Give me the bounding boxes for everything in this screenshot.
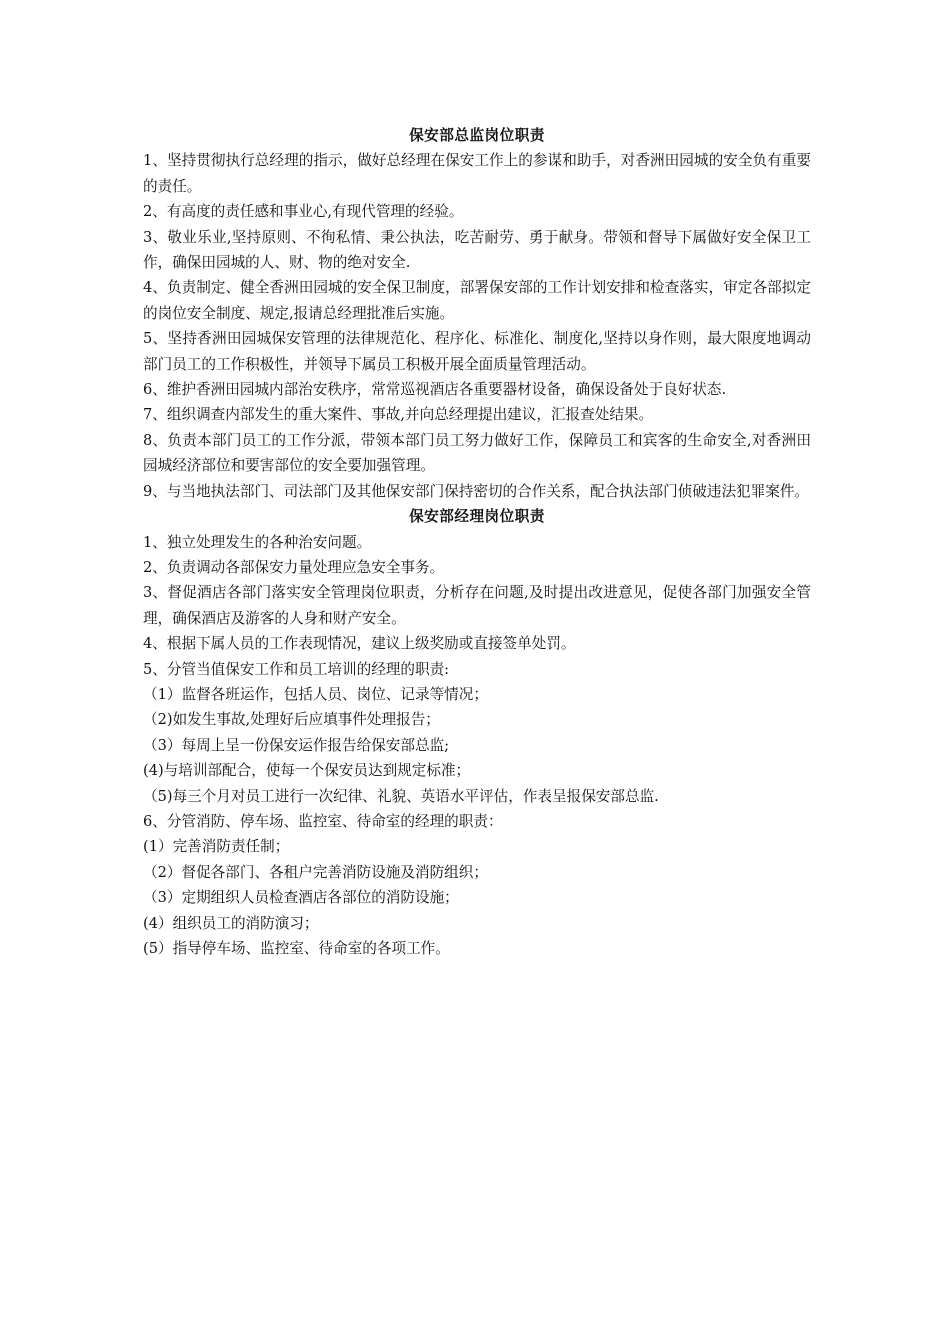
document-page <box>143 123 811 961</box>
list-item: 2、负责调动各部保安力量处理应急安全事务。 <box>143 558 445 576</box>
list-item: 2、有高度的责任感和事业心,有现代管理的经验。 <box>143 203 464 221</box>
list-item: （1）监督各班运作，包括人员、岗位、记录等情况； <box>143 685 488 703</box>
list-item: 6、维护香洲田园城内部治安秩序，常常巡视酒店各重要器材设备，确保设备处于良好状态. <box>143 381 727 399</box>
list-item: （3）定期组织人员检查酒店各部位的消防设施； <box>143 889 459 907</box>
list-item: 3、敬业乐业,坚持原则、不徇私情、秉公执法，吃苦耐劳、勇于献身。带领和督导下属做好安全保卫工作，确保田园城的人、财、物的绝对安全. <box>143 228 811 272</box>
list-item: 4、负责制定、健全香洲田园城的安全保卫制度，部署保安部的工作计划安排和检查落实，审定各部拟定的岗位安全制度、规定,报请总经理批准后实施。 <box>143 279 811 322</box>
list-item: 3、督促酒店各部门落实安全管理岗位职责，分析存在问题,及时提出改进意见，促使各部门加强安全管理，确保酒店及游客的人身和财产安全。 <box>143 584 811 627</box>
section-manager-duties <box>143 504 811 961</box>
list-item: (4)与培训部配合，使每一个保安员达到规定标准； <box>143 762 471 780</box>
list-item: 4、根据下属人员的工作表现情况，建议上级奖励或直接签单处罚。 <box>143 635 576 653</box>
list-item: 8、负责本部门员工的工作分派，带领本部门员工努力做好工作，保障员工和宾客的生命安全,对香洲田园城经济部位和要害部位的安全要加强管理。 <box>143 431 811 475</box>
section-title: 保安部经理岗位职责 <box>409 508 545 526</box>
list-item: （5)每三个月对员工进行一次纪律、礼貌、英语水平评估，作表呈报保安部总监. <box>143 787 659 805</box>
list-item: 7、组织调查内部发生的重大案件、事故,并向总经理提出建议，汇报查处结果。 <box>143 406 654 424</box>
list-item: （2)如发生事故,处理好后应填事件处理报告； <box>143 711 440 729</box>
list-item: 5、分管当值保安工作和员工培训的经理的职责: <box>143 660 450 678</box>
section-director-duties <box>143 123 811 504</box>
list-item: (1）完善消防责任制； <box>143 838 290 856</box>
list-item: （3）每周上呈一份保安运作报告给保安部总监; <box>143 736 450 754</box>
list-item: (4）组织员工的消防演习； <box>143 914 319 932</box>
list-item: 9、与当地执法部门、司法部门及其他保安部门保持密切的合作关系，配合执法部门侦破违法犯罪案件。 <box>143 482 810 500</box>
list-item: 6、分管消防、停车场、监控室、待命室的经理的职责： <box>143 812 503 830</box>
list-item: (5）指导停车场、监控室、待命室的各项工作。 <box>143 940 450 957</box>
list-item: 1、独立处理发生的各种治安问题。 <box>143 533 372 551</box>
list-item: （2）督促各部门、各租户完善消防设施及消防组织； <box>143 863 488 881</box>
section-title: 保安部总监岗位职责 <box>409 127 545 144</box>
list-item: 1、坚持贯彻执行总经理的指示，做好总经理在保安工作上的参谋和助手，对香洲田园城的安全负有重要的责任。 <box>143 152 811 195</box>
list-item: 5、坚持香洲田园城保安管理的法律规范化、程序化、标准化、制度化,坚持以身作则，最大限度地调动部门员工的工作积极性，并领导下属员工积极开展全面质量管理活动。 <box>143 330 811 373</box>
